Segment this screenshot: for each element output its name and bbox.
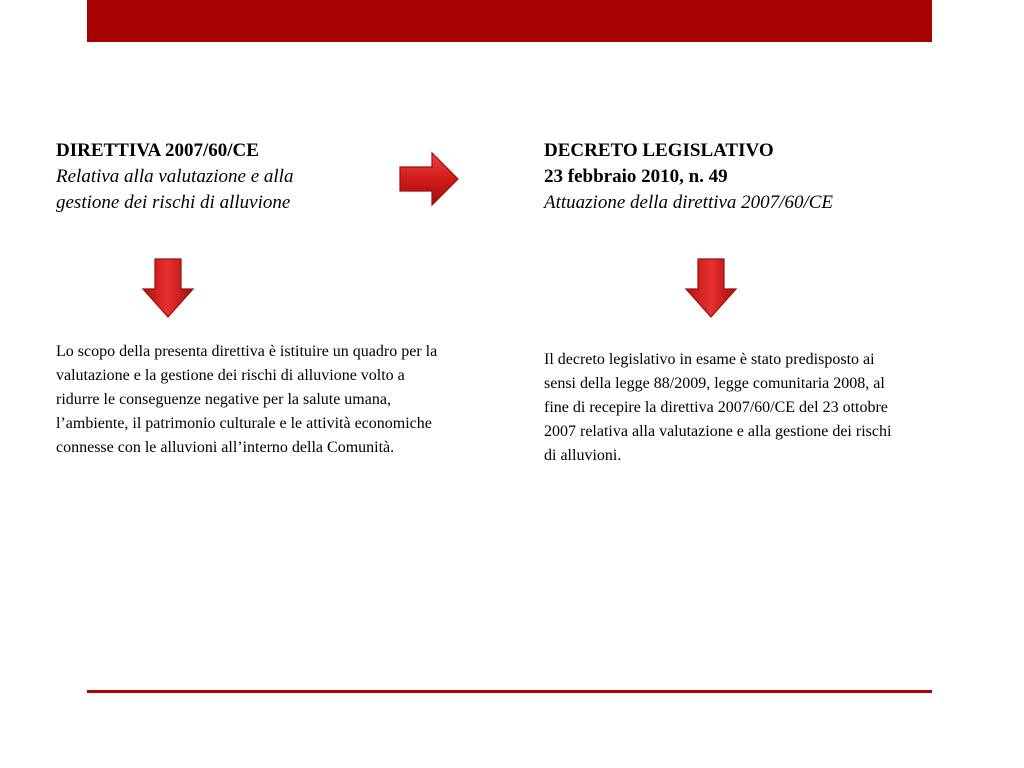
arrow-down-icon: [684, 257, 738, 319]
arrow-down-icon: [141, 257, 195, 319]
top-banner: [87, 0, 932, 42]
directive-description: Lo scopo della presenta direttiva è istituire un quadro per la valutazione e la gestione dei rischi di alluvione volto a ridurre le conseguenze negative per la salute umana, l’ambiente, il patrimonio culturale e le attività economiche connesse con le alluvioni all’interno della Comunità.: [56, 343, 438, 456]
bottom-divider: [87, 690, 932, 693]
decree-heading: [544, 138, 964, 216]
directive-subtitle-line2: gestione dei rischi di alluvione: [56, 192, 291, 213]
directive-heading: [56, 138, 386, 216]
decree-title: DECRETO LEGISLATIVO: [544, 140, 774, 161]
decree-date: 23 febbraio 2010, n. 49: [544, 166, 728, 187]
decree-subtitle: Attuazione della direttiva 2007/60/CE: [544, 192, 834, 213]
directive-title: DIRETTIVA 2007/60/CE: [56, 140, 259, 161]
decree-description: Il decreto legislativo in esame è stato predisposto ai sensi della legge 88/2009, legge comunitaria 2008, al fine di recepire la direttiva 2007/60/CE del 23 ottobre 2007 relativa alla valutazione e alla gestione dei rischi di alluvioni.: [544, 351, 892, 464]
directive-subtitle-line1: Relativa alla valutazione e alla: [56, 166, 294, 187]
arrow-right-icon: [398, 151, 460, 207]
